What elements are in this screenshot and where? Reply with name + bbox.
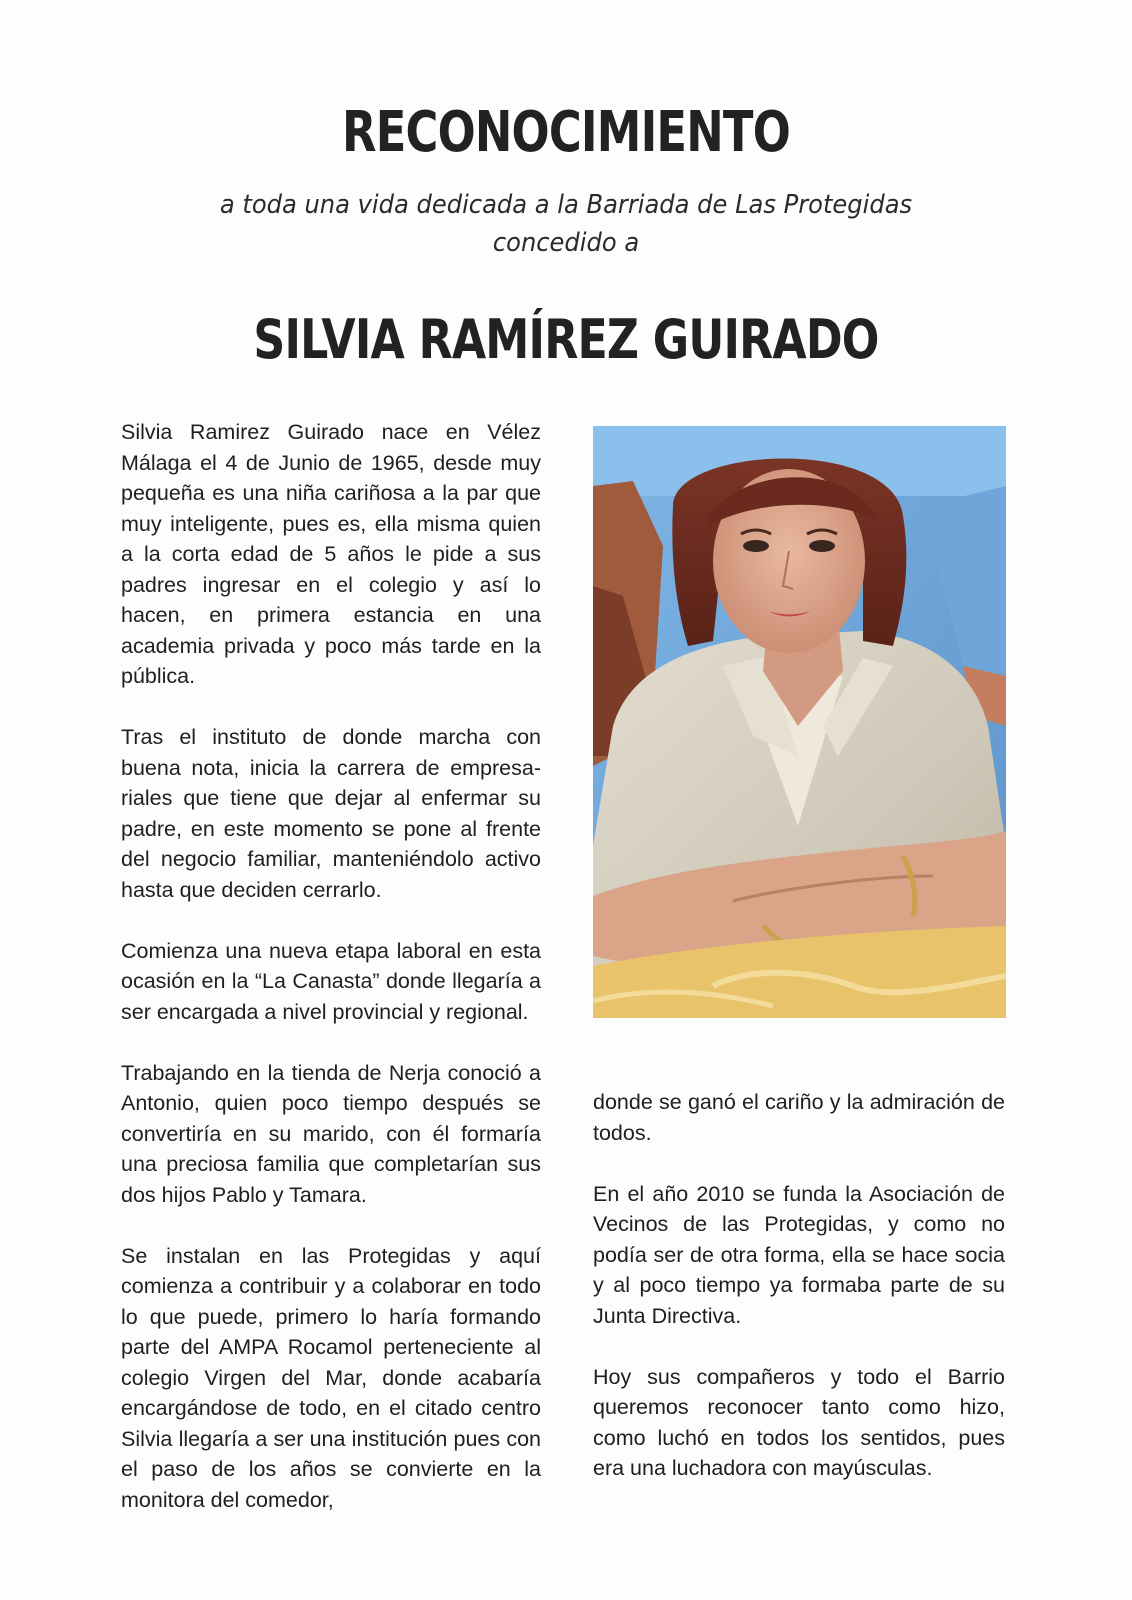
paragraph-family: Trabajando en la tienda de Nerja conoció a Antonio, quien poco tiempo después se convertiría en su marido, con él formaría una preciosa familia que completarían sus dos hijos Pablo y Tamara. (121, 1060, 541, 1207)
paragraph-studies: Tras el instituto de donde marcha con buena nota, inicia la carrera de empresa-riales que tiene que dejar al enfermar su padre, en este momento se pone al frente del negocio familiar, manteniéndolo activo hasta que deciden cerrarlo. (121, 725, 541, 902)
portrait-photo (593, 426, 1006, 1018)
subtitle (40, 186, 1093, 262)
left-column (121, 417, 541, 1546)
paragraph-tribute: Hoy sus compañeros y todo el Barrio queremos reconocer tanto como hizo, como luchó en todos los sentidos, pues era una luchadora con mayúsculas. (593, 1364, 1005, 1480)
paragraph-continuation: donde se ganó el cariño y la admiración de todos. (593, 1090, 1005, 1145)
paragraph-birth: Silvia Ramirez Guirado nace en Vélez Málaga el 4 de Junio de 1965, desde muy pequeña es una niña cariñosa a la par que muy inteligente, pues es, ella misma quien a la corta edad de 5 años le pide a sus padres ingresar en el colegio y así lo hacen, en primera estancia en una academia privada y poco más tarde en la pública. (121, 420, 541, 688)
subtitle-line-2: concedido a (492, 228, 640, 258)
honoree-name: SILVIA RAMÍREZ GUIRADO (253, 308, 879, 371)
subtitle-line-1: a toda una vida dedicada a la Barriada de Las Protegidas (219, 190, 913, 220)
right-column (593, 1087, 1005, 1514)
page-title: RECONOCIMIENTO (342, 100, 790, 165)
paragraph-association: En el año 2010 se funda la Asociación de Vecinos de las Protegidas, y como no podía ser de otra forma, ella se hace socia y al poco tiempo ya formaba parte de su Junta Directiva. (593, 1181, 1005, 1328)
paragraph-work: Comienza una nueva etapa laboral en esta ocasión en la “La Canasta” donde llegaría a ser encargada a nivel provincial y regional. (121, 938, 541, 1024)
paragraph-community: Se instalan en las Protegidas y aquí comienza a contribuir y a colaborar en todo lo que puede, primero lo haría formando parte del AMPA Rocamol perteneciente al colegio Virgen del Mar, donde acabaría encargándose de todo, en el citado centro Silvia llegaría a ser una institución pues con el paso de los años se convierte en la monitora del comedor, (121, 1243, 541, 1512)
